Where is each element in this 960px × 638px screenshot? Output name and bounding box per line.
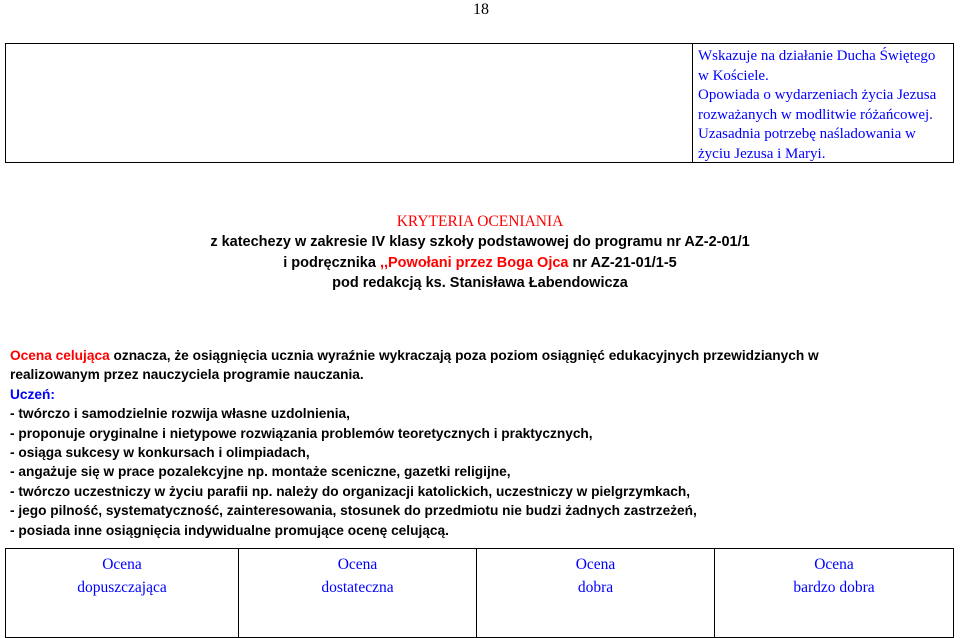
- criteria-body: [10, 346, 955, 540]
- list-item: - jego pilność, systematyczność, zainteresowania, stosunek do przedmiotu nie budzi żadnych zastrzeżeń,: [10, 503, 697, 519]
- textbook-prefix: i podręcznika: [283, 254, 380, 271]
- table-column-divider: [692, 44, 693, 162]
- list-item: - osiąga sukcesy w konkursach i olimpiadach,: [10, 445, 310, 461]
- cell-text-line: życiu Jezusa i Maryi.: [698, 145, 826, 162]
- list-item: - twórczo uczestniczy w życiu parafii np. należy do organizacji katolickich, uczestniczy w pielgrzymkach,: [10, 483, 691, 499]
- grade-description-line-2: realizowanym przez nauczyciela programie nauczania.: [10, 367, 364, 383]
- list-item: - posiada inne osiągnięcia indywidualne promujące ocenę celującą.: [10, 522, 449, 538]
- grade-description: oznacza, że osiągnięcia ucznia wyraźnie wykraczają poza poziom osiągnięć edukacyjnych przewidzianych w: [109, 348, 819, 363]
- list-item: - twórczo i samodzielnie rozwija własne uzdolnienia,: [10, 406, 350, 422]
- textbook-title: ,,Powołani przez Boga Ojca: [379, 254, 569, 271]
- grades-table: [5, 548, 954, 638]
- grade-header-line-1: Ocena: [337, 556, 378, 573]
- cell-text-line: rozważanych w modlitwie różańcowej.: [698, 106, 933, 123]
- grade-header-line-2: dobra: [577, 579, 614, 596]
- top-table: [5, 43, 954, 163]
- list-item: - angażuje się w prace pozalekcyjne np. montaże sceniczne, gazetki religijne,: [10, 464, 511, 480]
- criteria-subtitle-line-3: pod redakcją ks. Stanisława Łabendowicza: [332, 274, 628, 291]
- grade-header-line-1: Ocena: [102, 556, 142, 573]
- grade-header-line-2: bardzo dobra: [793, 579, 875, 596]
- grade-name: Ocena celująca: [10, 348, 110, 363]
- cell-text-line: Wskazuje na działanie Ducha Świętego: [698, 48, 936, 64]
- criteria-subtitle-line-1: z katechezy w zakresie IV klasy szkoły podstawowej do programu nr AZ-2-01/1: [210, 234, 750, 251]
- cell-text-line: Uzasadnia potrzebę naśladowania w: [698, 126, 916, 142]
- grade-header-dostateczna: [239, 553, 476, 599]
- cell-text-line: Opowiada o wydarzeniach życia Jezusa: [698, 87, 937, 103]
- grade-description-line-1: [10, 346, 955, 365]
- grade-header-line-2: dopuszczająca: [77, 579, 167, 596]
- grade-header-line-2: dostateczna: [321, 579, 394, 596]
- grade-header-bardzo-dobra: [715, 553, 953, 599]
- grade-header-dobra: [477, 553, 714, 599]
- criteria-title: KRYTERIA OCENIANIA: [396, 213, 564, 230]
- student-label: Uczeń:: [10, 386, 55, 402]
- page-number: 18: [473, 1, 489, 18]
- table-cell-right: [698, 47, 954, 164]
- grade-header-line-1: Ocena: [575, 556, 616, 573]
- grade-header-dopuszczajaca: [6, 553, 238, 599]
- criteria-subtitle-line-2: [0, 253, 960, 273]
- criteria-header: [0, 212, 960, 293]
- textbook-number: nr AZ-21-01/1-5: [568, 254, 677, 271]
- grade-header-line-1: Ocena: [814, 556, 854, 573]
- list-item: - proponuje oryginalne i nietypowe rozwiązania problemów teoretycznych i praktycznych,: [10, 425, 593, 441]
- cell-text-line: w Kościele.: [698, 67, 769, 84]
